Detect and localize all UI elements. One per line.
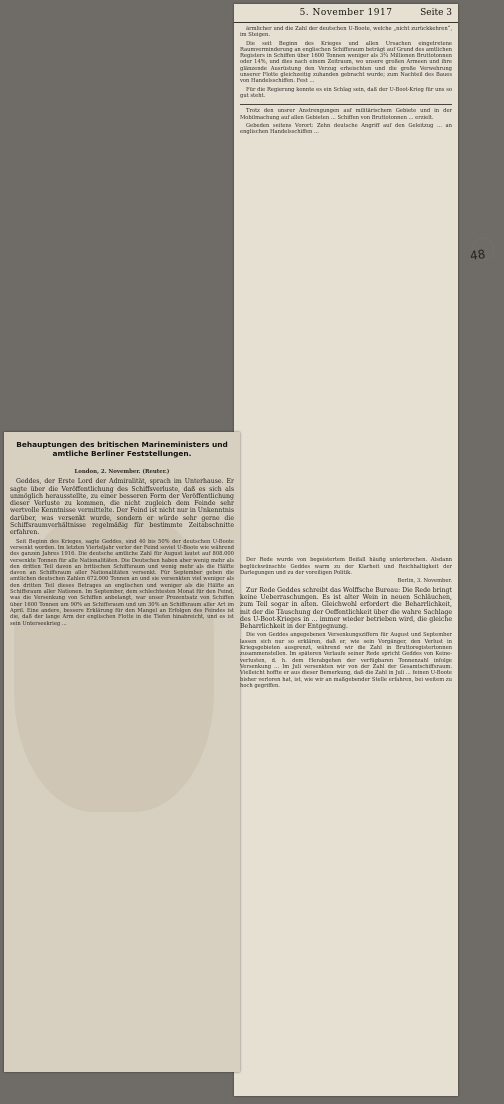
newspaper-header [234, 4, 458, 23]
paragraph: Seit Beginn des Krieges, sagte Geddes, sind 40 bis 50% der deutschen U-Boote versenkt worden. Im letzten Vierteljahr verlor der Feind soviel U-Boote wie während des ganzen Jahres 1916. Die deutsche amtliche Zahl für August lautet auf 808.000 versenkte Tonnen für alle Nationalitäten. Die Deutschen haben aber wenig mehr als den dritten Teil davon an britischen Schiffsraum und wenig mehr als die Hälfte davon an Schiffsraum aller Nationalitäten versenkt. Für September geben die amtlichen deutschen Zahlen 672.000 Tonnen an und sie versenkten viel weniger als den dritten Teil dieses Betrages an englischen und weniger als die Hälfte an Schiffsraum aller Nationen. Im September, dem schlechtesten Monat für den Feind, was die Versenkung von Schiffen anbelangt, war unser Prozentsatz von Schiffen über 1600 Tonnen um 90% an Schiffsraum und um 30% an Schiffsraum aller Art im April. Eine andere, bessere Erklärung für den Mangel an Erfolgen des Feindes ist die, daß der lange Arm der englischen Flotte in die Tiefen hinabreicht, und es ist sein Unterseekrieg ... [10, 538, 234, 627]
left-column-text [10, 468, 234, 629]
handwritten-note: 48 [469, 247, 487, 263]
paragraph: Die seit Beginn des Krieges und allen Ursachen eingetretene Raumverminderung an englischen Schiffsraum beträgt auf Grund des amtlichen Registers in Schiffen über 1600 Tonnen weniger als 3¾ Millionen Bruttotonnen oder 14%, und dies nach einem Zeitraum, wo unsere großen Armeen und ihre glänzende Ausrüstung den Verzug erheischten und die große Verwehrung unserer Flotte gleichzeitig zuhanden gebracht wurde; zum Nachteil des Baues von Handelsschiffen. Fest ... [240, 40, 452, 85]
article-headline: Behauptungen des britischen Marineministers und amtliche Berliner Feststellungen. [16, 440, 228, 458]
paragraph: Die von Geddes angegebenen Versenkungsziffern für August und September lassen sich nur so erklären, daß er, wie sein Vorgänger, den Verlust in Kriegsgebieten ausgrenzt, während wir die Zahl in Bruttoregistertonnen zusammenstellen. Im späteren Verlaufe seiner Rede spricht Geddes von Keine-verlusten, d. h. dem Herabgehen der verfügbaren Tonnenzahl infolge Versenkung ... Im Juli versenkten wir von der Zahl der Gesamtschiffsraum. Vielleicht hoffte er aus dieser Bemerkung, daß die Zahl in Juli ... feinen U-Boote bisher verloren hat, ist, wie wir an maßgebender Stelle erfahren, bei weitem zu hoch gegriffen. [240, 632, 452, 689]
dateline: Berlin, 3. November. [397, 578, 452, 585]
paragraph: Gebeden seitens Vorort: Zehn deutsche Angriff auf den Geleitzug ... an englischen Handelsschiffen ... [240, 122, 452, 136]
dense-text-block [240, 137, 452, 557]
page-number: Seite 3 [420, 8, 452, 18]
paragraph: Geddes, der Erste Lord der Admiralität, sprach im Unterhause. Er sagte über die Veröffentlichung des Schiffsverluste, daß es sich als unmöglich herausstellte, zu einer besseren Form der Veröffentlichung dieser Verluste zu kommen, die nicht zugleich dem Feinde sehr wertvolle Kenntnisse vermittelte. Der Feind ist nicht nur in Unkenntnis darüber, was versenkt wurde, sondern er würde sehr gerne die Schiffsraumverhältnisse regelmäßig für bestimmte Zeitabschnitte erfahren. [10, 478, 234, 537]
right-column-text [240, 26, 452, 691]
article-dateline: London, 2. November. (Reuter.) [74, 469, 170, 475]
paragraph: Trotz den unsrer Anstrengungen auf militärischem Gebiete und in der Mobilmachung auf allen Gebieten ... Schiffen von Bruttotonnen ... erzielt. [240, 108, 452, 121]
paragraph: Für die Regierung konnte es ein Schlag sein, daß der U-Boot-Krieg für uns so gut steht. [240, 86, 452, 99]
paragraph: ärmlicher und die Zahl der deutschen U-Boote, welche „nicht zurückkehren“, im Steigen. [240, 26, 452, 39]
divider [240, 104, 452, 105]
left-clipping [4, 432, 240, 1072]
paragraph: Zur Rede Geddes schreibt das Wolffsche Bureau: Die Rede bringt keine Ueberraschungen. Es ist alter Wein in neuen Schläuchen, zum Teil sogar in alten. Gleichwohl erfordert die Beharrlichkeit, mit der die Täuschung der Oeffentlichkeit über die wahre Sachlage des U-Boot-Krieges in ... immer wieder betrieben wird, die gleiche Beharrlichkeit in der Entgegnung. [240, 586, 452, 631]
paragraph: Der Rede wurde von begeistertem Beifall häufig unterbrochen. Alsdann beglückwünschte Geddes warm zu der Klarheit und Reichhaltigkeit der Darlegungen und zu der voreiligen Politik. [240, 557, 452, 577]
issue-date: 5. November 1917 [299, 8, 393, 18]
right-clipping [234, 4, 458, 1096]
